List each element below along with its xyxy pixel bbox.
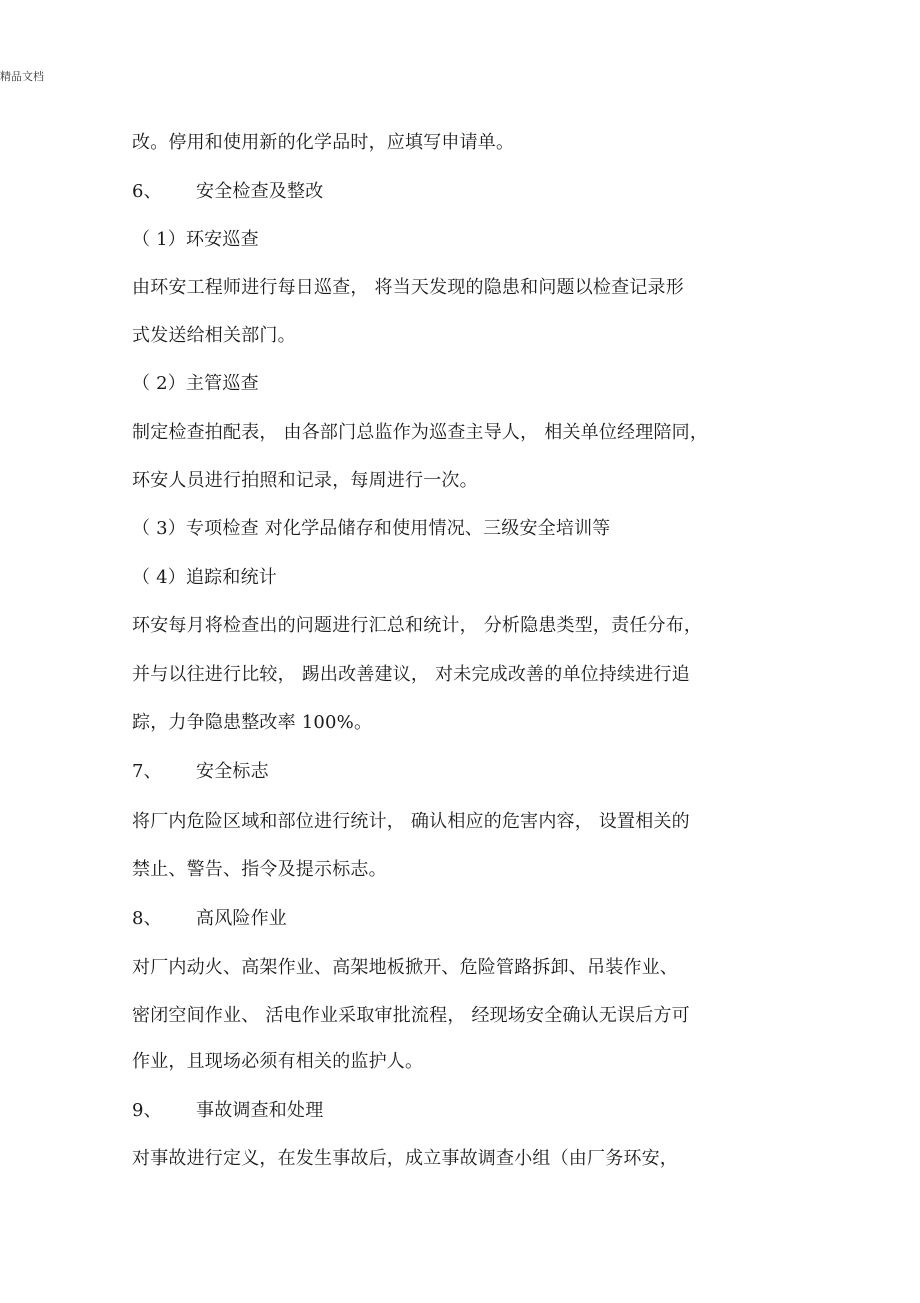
body-line: 环安每月将检查出的问题进行汇总和统计， 分析隐患类型，责任分布， <box>132 615 703 636</box>
body-line: 并与以往进行比较， 踢出改善建议， 对未完成改善的单位持续进行追 <box>132 664 690 685</box>
body-line: 作业，且现场必须有相关的监护人。 <box>132 1051 424 1072</box>
section-heading-8 <box>132 907 287 931</box>
section-number: 7、 <box>132 761 162 782</box>
body-line: 将厂内危险区域和部位进行统计， 确认相应的危害内容， 设置相关的 <box>132 811 690 832</box>
body-line: 对厂内动火、高架作业、高架地板掀开、危险管路拆卸、吊装作业、 <box>132 957 678 978</box>
body-line: 对事故进行定义，在发生事故后，成立事故调查小组（由厂务环安， <box>132 1148 678 1169</box>
section-title: 事故调查和处理 <box>196 1100 324 1121</box>
body-line: 由环安工程师进行每日巡查， 将当天发现的隐患和问题以检查记录形 <box>132 277 684 298</box>
section-number: 9、 <box>132 1100 162 1121</box>
section-title: 安全标志 <box>196 761 269 782</box>
body-line: 式发送给相关部门。 <box>132 325 296 346</box>
subsection-heading: （ 2）主管巡查 <box>132 373 259 394</box>
section-number: 6、 <box>132 181 162 202</box>
body-line: 制定检查拍配表， 由各部门总监作为巡查主导人， 相关单位经理陪同， <box>132 422 709 443</box>
subsection-heading: （ 4）追踪和统计 <box>132 567 277 588</box>
section-title: 高风险作业 <box>196 908 287 929</box>
section-heading-7 <box>132 760 269 784</box>
section-title: 安全检查及整改 <box>196 181 324 202</box>
body-line: 环安人员进行拍照和记录，每周进行一次。 <box>132 470 478 491</box>
body-line: 密闭空间作业、 活电作业采取审批流程， 经现场安全确认无误后方可 <box>132 1005 690 1026</box>
subsection-heading: （ 1）环安巡查 <box>132 229 259 250</box>
section-number: 8、 <box>132 908 162 929</box>
body-line: 改。停用和使用新的化学品时，应填写申请单。 <box>132 132 515 153</box>
section-heading-9 <box>132 1099 323 1123</box>
body-line: 禁止、警告、指令及提示标志。 <box>132 859 387 880</box>
body-line: 踪，力争隐患整改率 100%。 <box>132 712 373 733</box>
document-header: 精品文档 <box>0 70 44 83</box>
section-heading-6 <box>132 180 323 204</box>
subsection-heading: （ 3）专项检查 对化学品储存和使用情况、三级安全培训等 <box>132 518 611 539</box>
